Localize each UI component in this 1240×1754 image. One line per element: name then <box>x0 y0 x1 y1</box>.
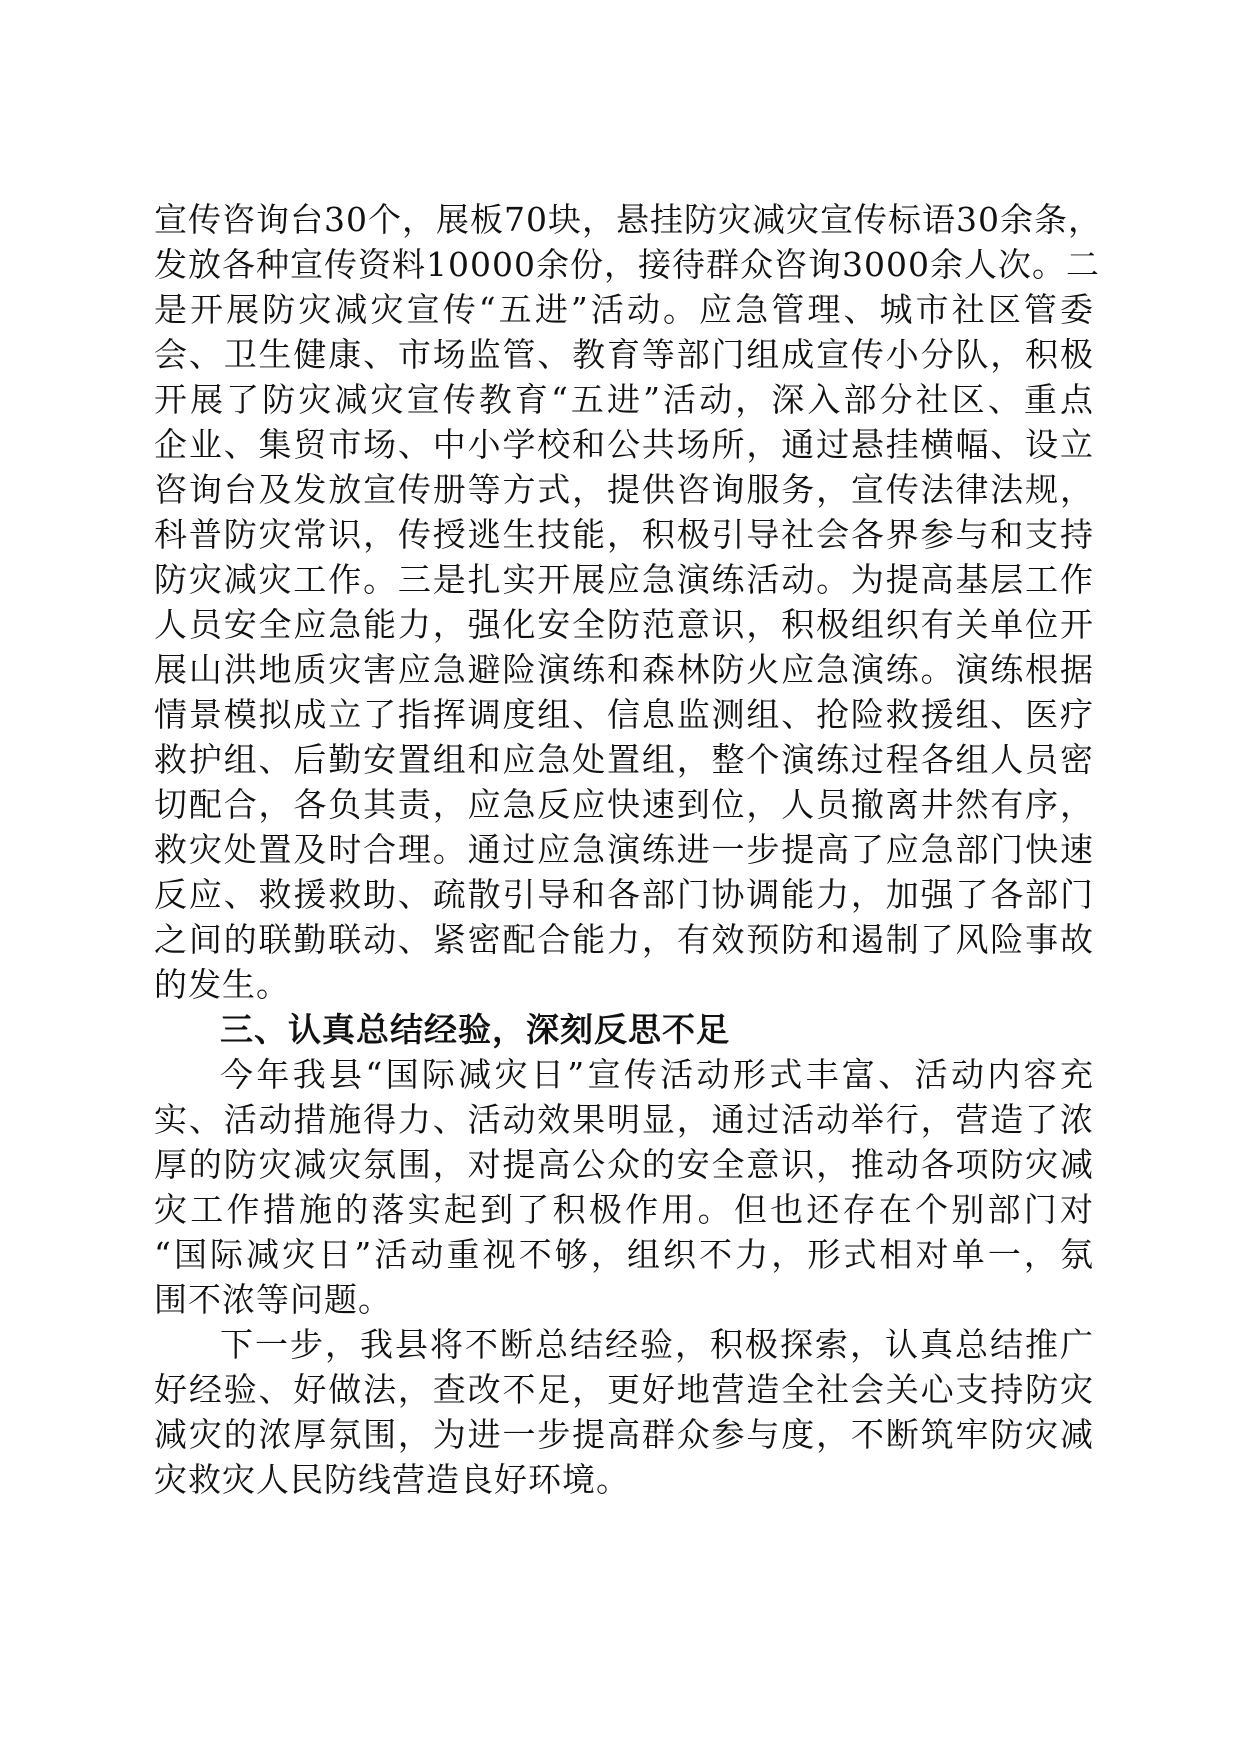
body-line: 防灾减灾工作。三是扎实开展应急演练活动。为提高基层工作 <box>154 560 1094 599</box>
body-line: 好经验、好做法，查改不足，更好地营造全社会关心支持防灾 <box>154 1370 1094 1409</box>
body-line: 切配合，各负其责，应急反应快速到位，人员撤离井然有序， <box>154 785 1094 824</box>
body-line: 救护组、后勤安置组和应急处置组，整个演练过程各组人员密 <box>154 740 1094 779</box>
body-line: 是开展防灾减灾宣传“五进”活动。应急管理、城市社区管委 <box>154 290 1094 329</box>
body-line: 实、活动措施得力、活动效果明显，通过活动举行，营造了浓 <box>154 1100 1094 1139</box>
body-line: 灾救灾人民防线营造良好环境。 <box>154 1460 630 1499</box>
body-line: 的发生。 <box>154 965 290 1004</box>
body-line: 人员安全应急能力，强化安全防范意识，积极组织有关单位开 <box>154 605 1094 644</box>
body-line: 会、卫生健康、市场监管、教育等部门组成宣传小分队，积极 <box>154 335 1094 374</box>
body-line: 科普防灾常识，传授逃生技能，积极引导社会各界参与和支持 <box>154 515 1094 554</box>
body-line: 下一步，我县将不断总结经验，积极探索，认真总结推广 <box>220 1325 1094 1364</box>
body-line: 宣传咨询台30个，展板70块，悬挂防灾减灾宣传标语30余条， <box>154 200 1102 239</box>
body-line: 展山洪地质灾害应急避险演练和森林防火应急演练。演练根据 <box>154 650 1094 689</box>
body-line: 发放各种宣传资料10000余份，接待群众咨询3000余人次。二 <box>154 245 1100 284</box>
body-line: 之间的联勤联动、紧密配合能力，有效预防和遏制了风险事故 <box>154 920 1094 959</box>
body-line: 救灾处置及时合理。通过应急演练进一步提高了应急部门快速 <box>154 830 1094 869</box>
body-line: “国际减灾日”活动重视不够，组织不力，形式相对单一，氛 <box>154 1235 1094 1274</box>
body-line: 反应、救援救助、疏散引导和各部门协调能力，加强了各部门 <box>154 875 1094 914</box>
body-line: 咨询台及发放宣传册等方式，提供咨询服务，宣传法律法规， <box>154 470 1094 509</box>
body-line: 开展了防灾减灾宣传教育“五进”活动，深入部分社区、重点 <box>154 380 1094 419</box>
section-heading: 三、认真总结经验，深刻反思不足 <box>220 1010 730 1049</box>
body-line: 围不浓等问题。 <box>154 1280 392 1319</box>
body-line: 减灾的浓厚氛围，为进一步提高群众参与度，不断筑牢防灾减 <box>154 1415 1094 1454</box>
body-line: 厚的防灾减灾氛围，对提高公众的安全意识，推动各项防灾减 <box>154 1145 1094 1184</box>
body-line: 情景模拟成立了指挥调度组、信息监测组、抢险救援组、医疗 <box>154 695 1094 734</box>
body-line: 灾工作措施的落实起到了积极作用。但也还存在个别部门对 <box>154 1190 1094 1229</box>
document-body <box>154 197 1102 1502</box>
body-line: 企业、集贸市场、中小学校和公共场所，通过悬挂横幅、设立 <box>154 425 1094 464</box>
body-line: 今年我县“国际减灾日”宣传活动形式丰富、活动内容充 <box>220 1055 1094 1094</box>
